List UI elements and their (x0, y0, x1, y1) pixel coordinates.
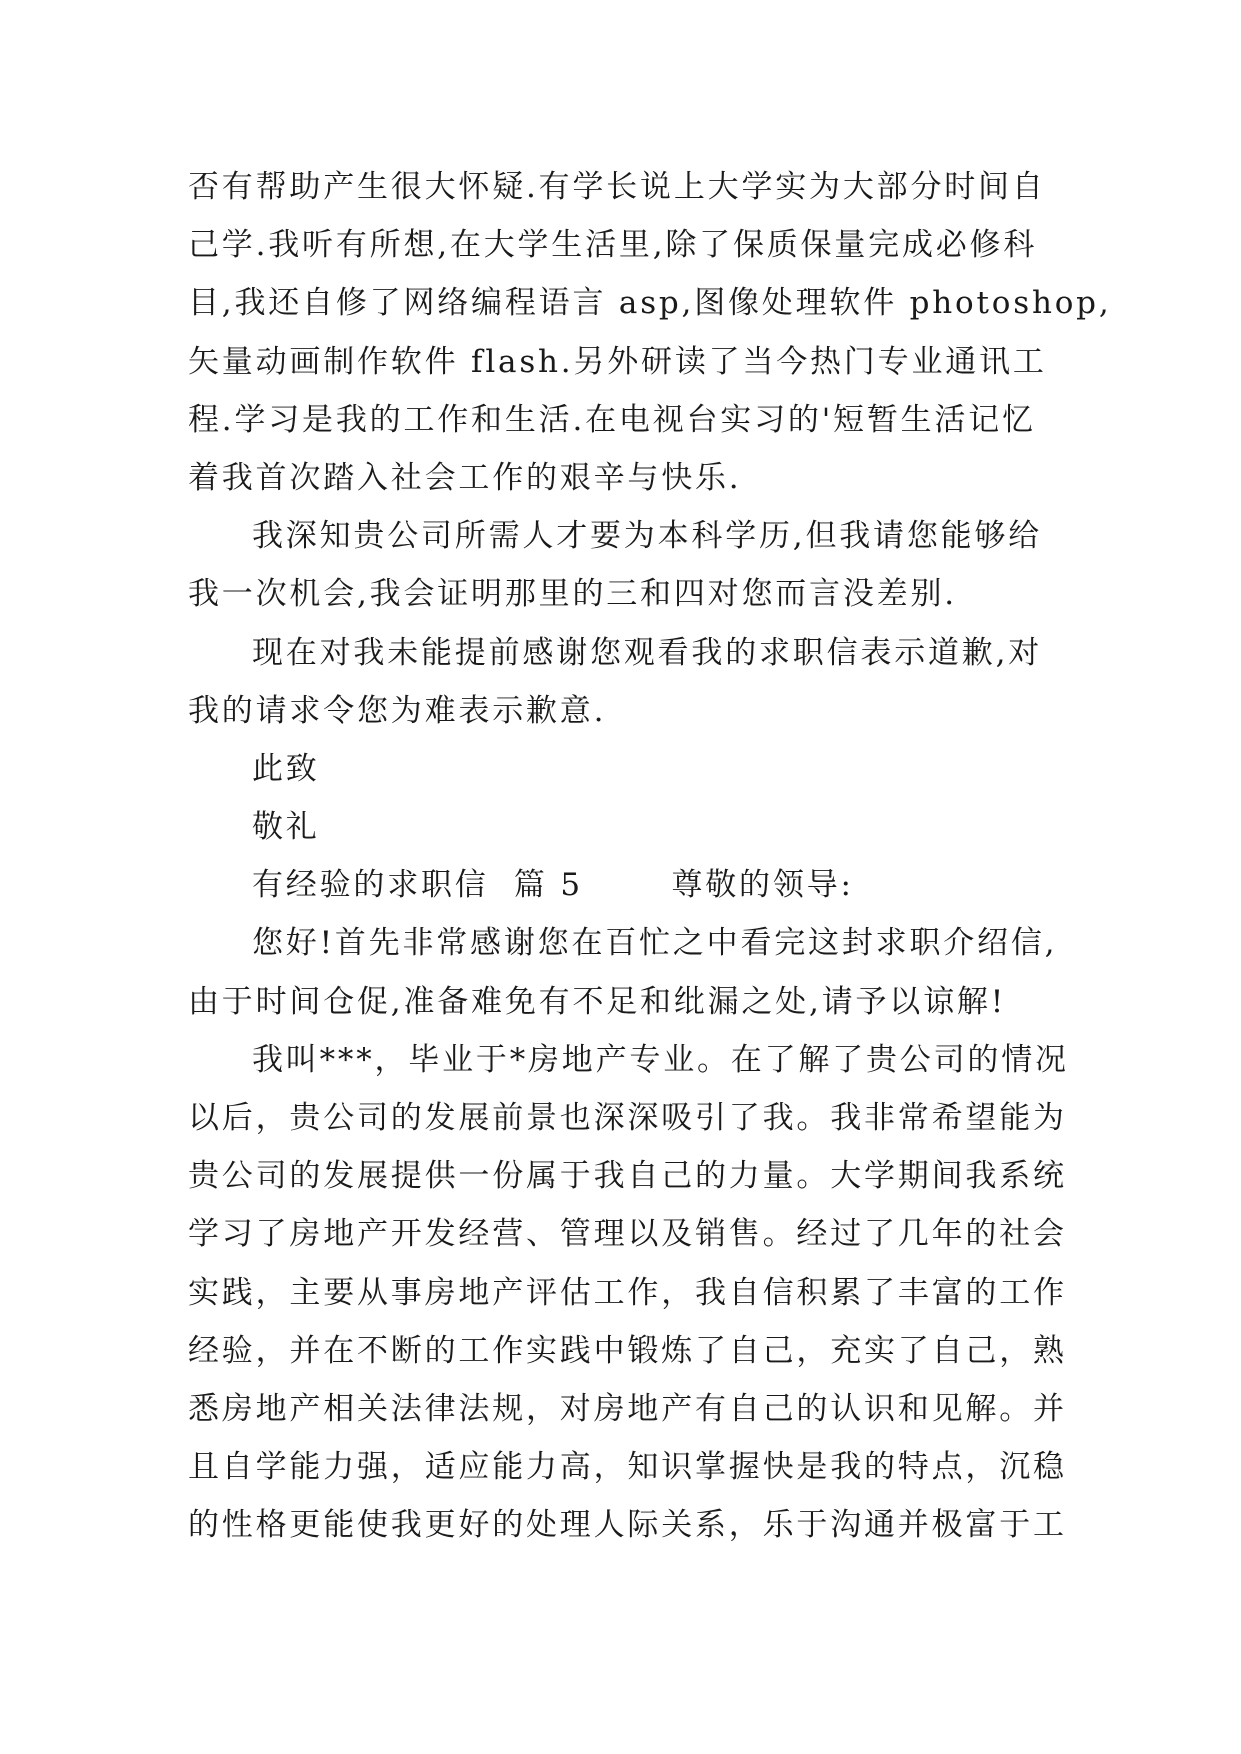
paragraph-start-line: 我深知贵公司所需人才要为本科学历,但我请您能够给 (252, 518, 1043, 555)
text-line: 矢量动画制作软件 flash.另外研读了当今热门专业通讯工 (188, 343, 1047, 380)
letter-body (188, 158, 1112, 1555)
text-line: 我一次机会,我会证明那里的三和四对您而言没差别. (188, 576, 957, 613)
text-line: 实践，主要从事房地产评估工作，我自信积累了丰富的工作 (188, 1274, 1067, 1311)
text-line: 经验，并在不断的工作实践中锻炼了自己，充实了自己，熟 (188, 1332, 1067, 1369)
closing-regards: 敬礼 (252, 809, 320, 846)
text-line: 悉房地产相关法律法规，对房地产有自己的认识和见解。并 (188, 1390, 1067, 1427)
paragraph-start-line: 我叫***，毕业于*房地产专业。在了解了贵公司的情况 (252, 1041, 1069, 1078)
text-line: 且自学能力强，适应能力高，知识掌握快是我的特点，沉稳 (188, 1449, 1067, 1486)
text-line: 贵公司的发展提供一份属于我自己的力量。大学期间我系统 (188, 1158, 1067, 1195)
text-line: 着我首次踏入社会工作的艰辛与快乐. (188, 459, 742, 496)
text-line: 由于时间仓促,准备难免有不足和纰漏之处,请予以谅解! (188, 983, 1006, 1020)
text-line: 我的请求令您为难表示歉意. (188, 692, 607, 729)
paragraph-start-line: 现在对我未能提前感谢您观看我的求职信表示道歉,对 (252, 634, 1043, 671)
text-line: 己学.我听有所想,在大学生活里,除了保质保量完成必修科 (188, 227, 1038, 264)
section-heading: 有经验的求职信 篇 5 尊敬的领导: (252, 867, 854, 904)
text-line: 以后，贵公司的发展前景也深深吸引了我。我非常希望能为 (188, 1100, 1067, 1136)
text-line: 否有帮助产生很大怀疑.有学长说上大学实为大部分时间自 (188, 169, 1046, 205)
text-line: 的性格更能使我更好的处理人际关系，乐于沟通并极富于工 (188, 1507, 1067, 1544)
paragraph-start-line: 您好!首先非常感谢您在百忙之中看完这封求职介绍信, (252, 925, 1058, 962)
text-line: 目,我还自修了网络编程语言 asp,图像处理软件 photoshop, (188, 285, 1112, 322)
closing-salutation: 此致 (252, 750, 320, 787)
text-line: 程.学习是我的工作和生活.在电视台实习的'短暂生活记忆 (188, 401, 1036, 438)
text-line: 学习了房地产开发经营、管理以及销售。经过了几年的社会 (188, 1216, 1067, 1253)
